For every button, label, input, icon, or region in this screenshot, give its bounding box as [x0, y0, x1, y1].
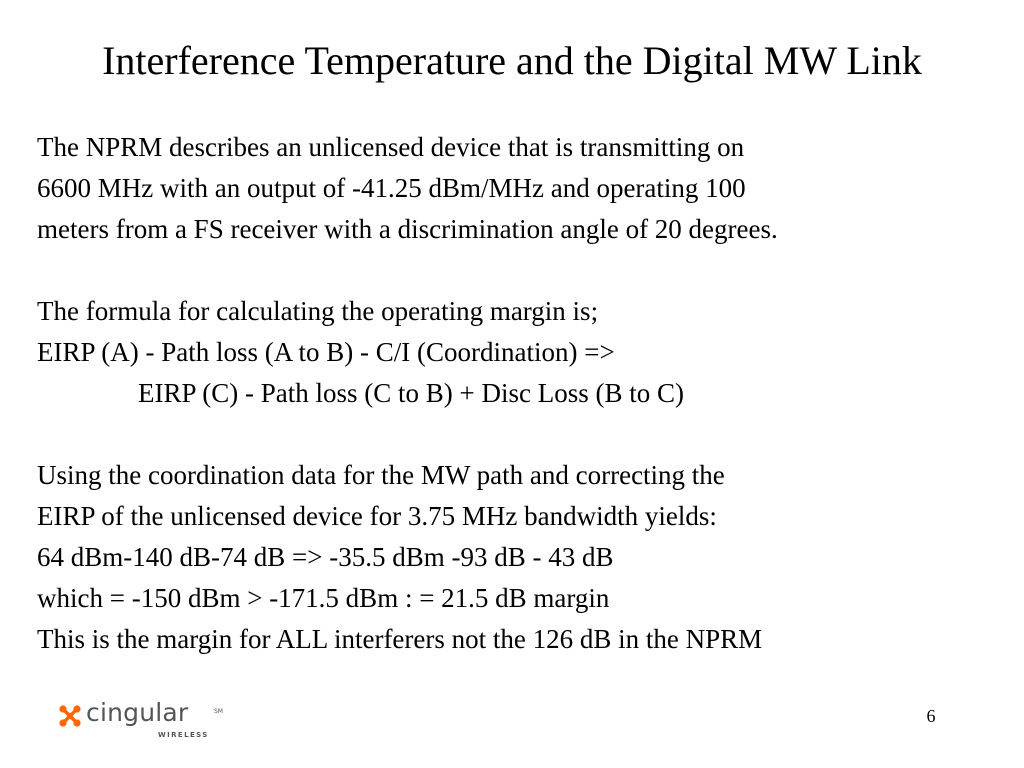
blank-line — [37, 414, 997, 455]
body-line: 6600 MHz with an output of -41.25 dBm/MHz and operating 100 — [37, 173, 746, 203]
formula-line-indented: EIRP (C) - Path loss (C to B) + Disc Loss (B to C) — [138, 378, 684, 408]
logo-wordmark: cingular — [86, 698, 189, 727]
cingular-x-icon — [57, 703, 83, 729]
logo-subtitle: WIRELESS — [158, 731, 209, 739]
slide-title: Interference Temperature and the Digital MW Link — [102, 38, 922, 83]
blank-line — [37, 250, 997, 291]
calculation-line: which = -150 dBm > -171.5 dBm : = 21.5 dB margin — [37, 583, 610, 613]
body-line: The formula for calculating the operating margin is; — [37, 296, 599, 326]
cingular-logo — [57, 697, 227, 747]
slide-body — [37, 127, 997, 660]
body-line: The NPRM describes an unlicensed device that is transmitting on — [37, 132, 745, 162]
body-line: meters from a FS receiver with a discrimination angle of 20 degrees. — [37, 214, 778, 244]
calculation-line: 64 dBm-140 dB-74 dB => -35.5 dBm -93 dB - 43 dB — [37, 542, 614, 572]
body-line: EIRP of the unlicensed device for 3.75 MHz bandwidth yields: — [37, 501, 717, 531]
conclusion-line: This is the margin for ALL interferers not the 126 dB in the NPRM — [37, 624, 763, 654]
logo-service-mark: SM — [214, 708, 223, 715]
body-line: Using the coordination data for the MW path and correcting the — [37, 460, 725, 490]
page-number: 6 — [926, 706, 936, 726]
formula-line: EIRP (A) - Path loss (A to B) - C/I (Coordination) => — [37, 337, 615, 367]
